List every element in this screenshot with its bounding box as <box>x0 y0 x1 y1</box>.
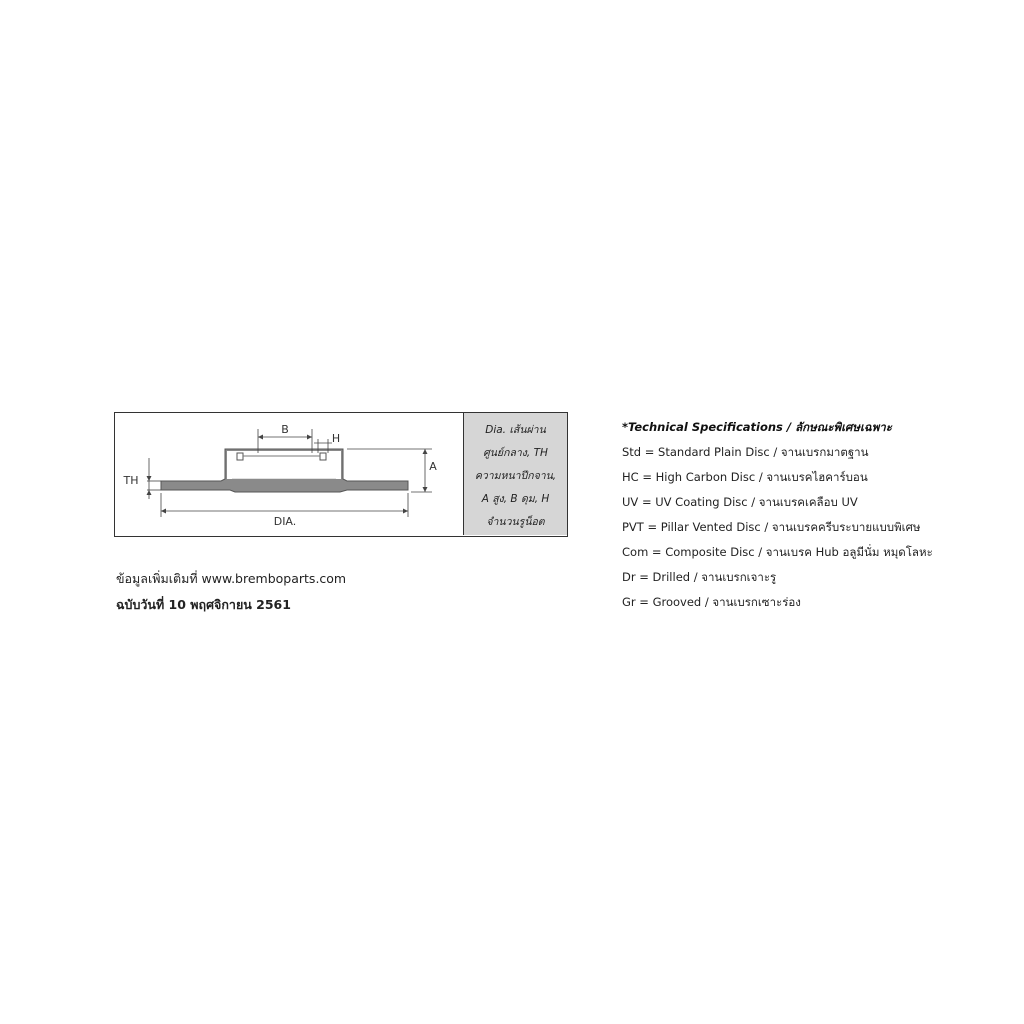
spec-row-com: Com = Composite Disc / จานเบรค Hub อลูมีนั่ม หมุดโลหะ <box>622 545 933 559</box>
legend-line: ศูนย์กลาง, TH <box>483 447 548 459</box>
technical-specifications <box>622 418 1002 618</box>
legend-line: ความหนาปีกจาน, <box>474 470 557 482</box>
label-b: B <box>281 423 289 436</box>
label-dia: DIA. <box>273 515 297 528</box>
spec-row-uv: UV = UV Coating Disc / จานเบรคเคลือบ UV <box>622 495 858 509</box>
bolt-hole-left <box>237 453 243 460</box>
spec-row-hc: HC = High Carbon Disc / จานเบรคไฮคาร์บอน <box>622 470 868 484</box>
edition-date-text: ฉบับวันที่ 10 พฤศจิกายน 2561 <box>116 597 291 612</box>
legend-line: Dia. เส้นผ่าน <box>485 424 546 436</box>
spec-row-pvt: PVT = Pillar Vented Disc / จานเบรคครีบระบายแบบพิเศษ <box>622 520 921 534</box>
legend-line: A สูง, B ดุม, H <box>481 493 550 505</box>
specs-title: *Technical Specifications / ลักษณะพิเศษเฉพาะ <box>622 420 892 434</box>
diagram-legend <box>463 413 567 535</box>
label-h: H <box>331 432 341 445</box>
brake-disc-diagram-box <box>114 412 568 537</box>
bolt-hole-right <box>320 453 326 460</box>
legend-line: จำนวนรูน็อต <box>486 516 545 528</box>
label-th: TH <box>123 474 139 487</box>
spec-row-dr: Dr = Drilled / จานเบรกเจาะรู <box>622 570 777 584</box>
spec-row-gr: Gr = Grooved / จานเบรกเซาะร่อง <box>622 595 801 609</box>
label-a: A <box>429 460 437 473</box>
spec-row-std: Std = Standard Plain Disc / จานเบรกมาตฐาน <box>622 445 869 459</box>
brake-disc-cross-section <box>115 413 464 535</box>
more-info-text: ข้อมูลเพิ่มเติมที่ www.bremboparts.com <box>116 571 347 586</box>
